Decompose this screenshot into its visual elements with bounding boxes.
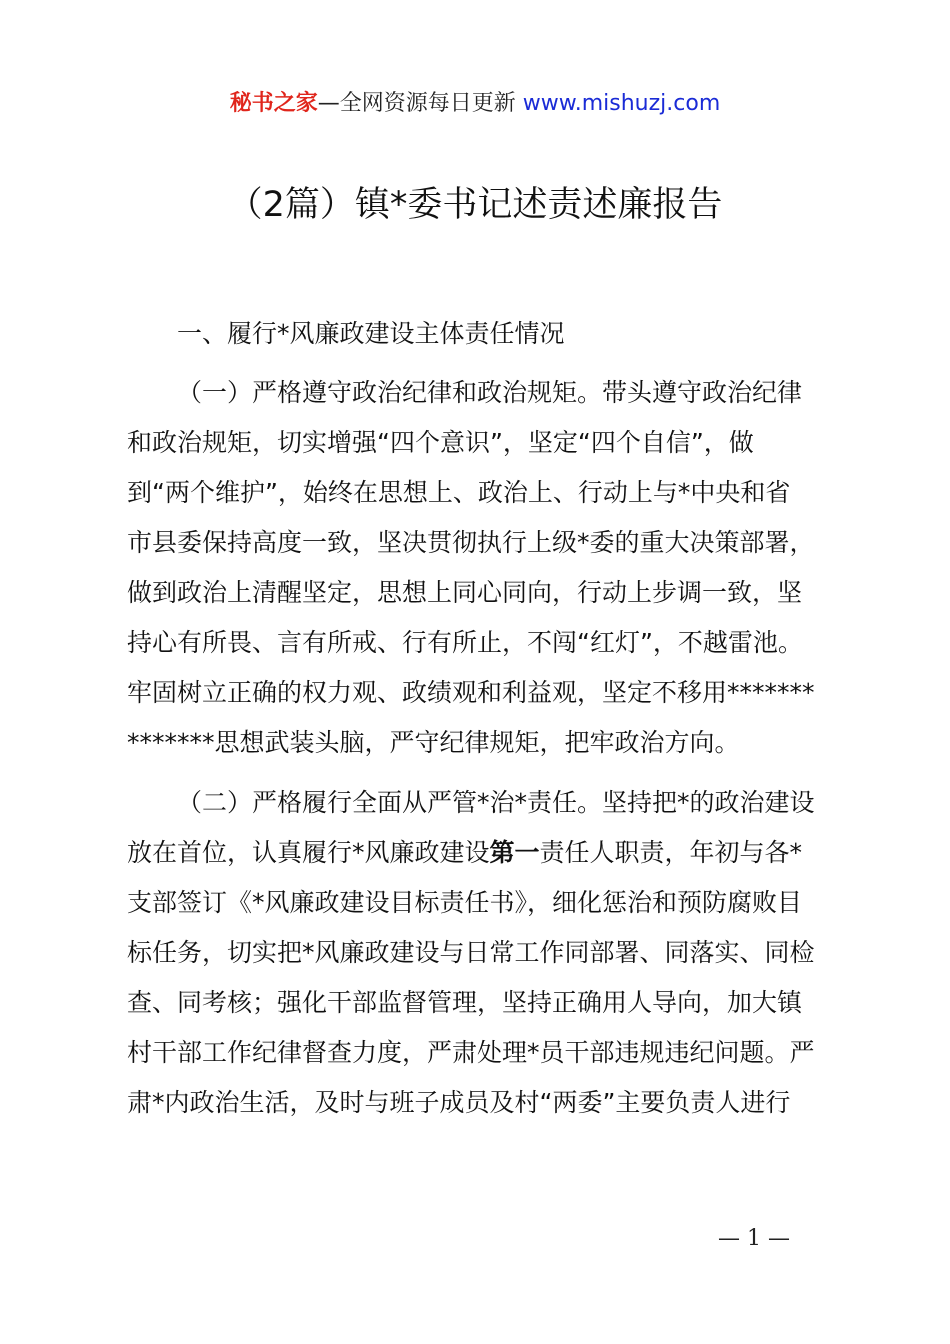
paragraph-line: 和政治规矩，切实增强“四个意识”，坚定“四个自信”，做 <box>127 428 754 457</box>
paragraph-line: 市县委保持高度一致，坚决贯彻执行上级*委的重大决策部署， <box>127 528 815 557</box>
document-title: （2篇）镇*委书记述责述廉报告 <box>227 185 723 225</box>
bold-text-segment: 第一 <box>489 838 540 867</box>
text-segment: 放在首位，认真履行*风廉政建设 <box>127 838 490 867</box>
paragraph-line: （二）严格履行全面从严管*治*责任。坚持把*的政治建设 <box>177 788 815 817</box>
paragraph-line: 到“两个维护”，始终在思想上、政治上、行动上与*中央和省 <box>127 478 791 507</box>
text-segment: 责任人职责，年初与各* <box>539 838 803 867</box>
paragraph-line: 肃*内政治生活，及时与班子成员及村“两委”主要负责人进行 <box>127 1088 791 1117</box>
paragraph-line: *******思想武装头脑，严守纪律规矩，把牢政治方向。 <box>127 728 740 757</box>
paragraph-line: 标任务，切实把*风廉政建设与日常工作同部署、同落实、同检 <box>127 938 815 967</box>
paragraph-line: 持心有所畏、言有所戒、行有所止，不闯“红灯”，不越雷池。 <box>127 628 803 657</box>
paragraph-line: 查、同考核；强化干部监督管理，坚持正确用人导向，加大镇 <box>127 988 803 1017</box>
paragraph-line: 村干部工作纪律督查力度，严肃处理*员干部违规违纪问题。严 <box>127 1038 815 1067</box>
paragraph-line: 支部签订《*风廉政建设目标责任书》，细化惩治和预防腐败目 <box>127 888 803 917</box>
site-url-link[interactable]: www.mishuzj.com <box>522 91 721 116</box>
paragraph-1 <box>127 368 833 768</box>
paragraph-line-with-bold <box>127 828 833 878</box>
paragraph-line: （一）严格遵守政治纪律和政治规矩。带头遵守政治纪律 <box>177 378 803 407</box>
site-header <box>0 88 950 120</box>
paragraph-line: 牢固树立正确的权力观、政绩观和利益观，坚定不移用******* <box>127 678 815 707</box>
header-tagline: —全网资源每日更新 <box>317 91 516 116</box>
paragraph-line: 做到政治上清醒坚定，思想上同心同向，行动上步调一致，坚 <box>127 578 803 607</box>
brand-name: 秘书之家 <box>229 91 318 116</box>
paragraph-2 <box>127 778 833 1128</box>
section-heading: 一、履行*风廉政建设主体责任情况 <box>177 319 565 348</box>
page-number: — 1 — <box>718 1226 790 1251</box>
